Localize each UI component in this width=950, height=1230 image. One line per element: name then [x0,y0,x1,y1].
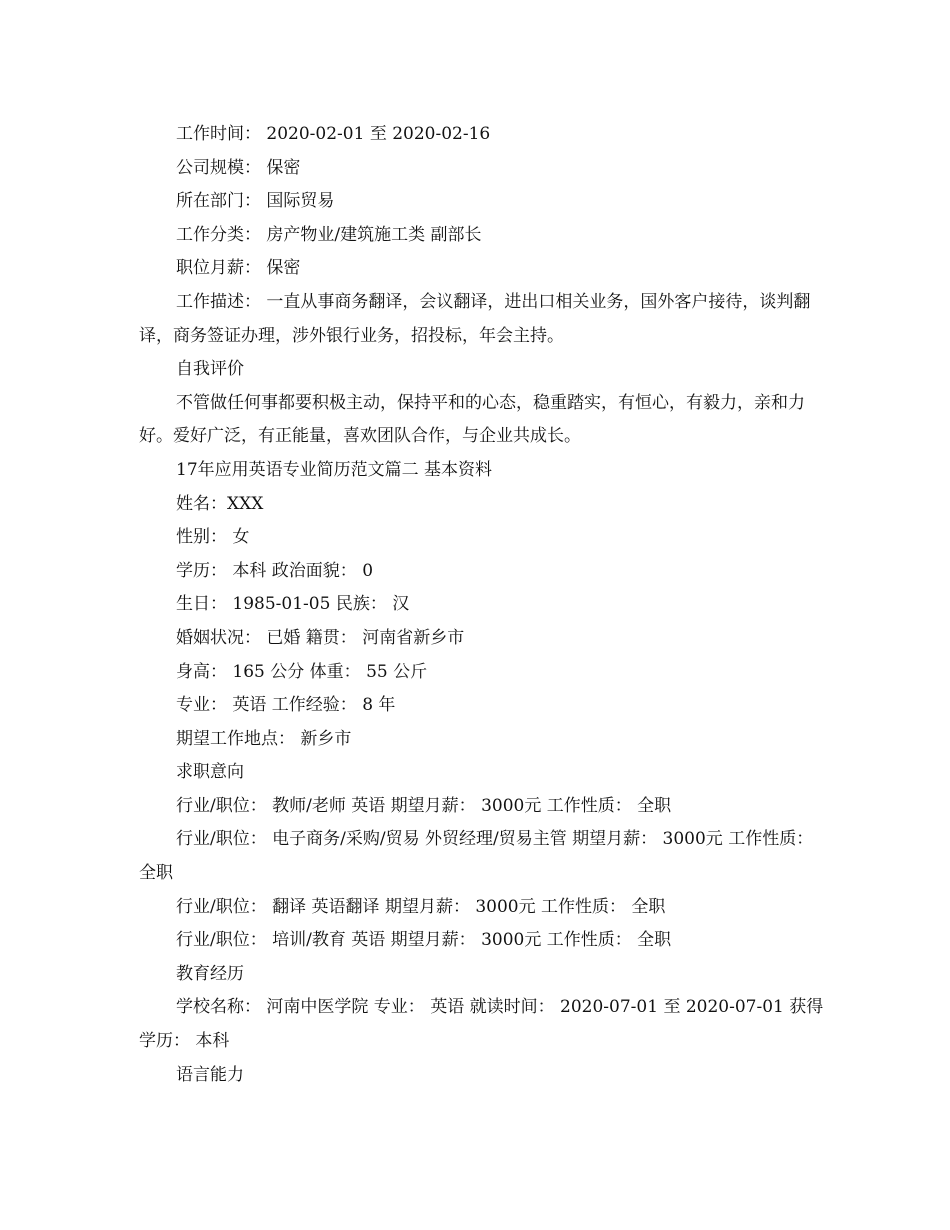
major-experience-line: 专业： 英语 工作经验： 8 年 [176,695,396,716]
height-weight-line: 身高： 165 公分 体重： 55 公斤 [176,661,428,682]
job-intention-item: 行业/职位： 电子商务/采购/贸易 外贸经理/贸易主管 期望月薪： 3000元 工作性质： 全职 [139,829,814,884]
self-evaluation-heading: 自我评价 [176,359,244,380]
birthday-ethnicity-line: 生日： 1985-01-05 民族： 汉 [176,594,410,615]
language-ability-heading: 语言能力 [176,1064,244,1085]
resume-sample-title-line: 17年应用英语专业简历范文篇二 基本资料 [176,459,493,480]
salary-line: 职位月薪： 保密 [176,258,301,279]
education-politics-line: 学历： 本科 政治面貌： 0 [176,560,374,581]
education-item: 学校名称： 河南中医学院 专业： 英语 就读时间： 2020-07-01 至 2020-07-01 获得学历： 本科 [139,997,824,1052]
job-intention-item: 行业/职位： 培训/教育 英语 期望月薪： 3000元 工作性质： 全职 [176,930,672,951]
work-description-paragraph: 工作描述： 一直从事商务翻译，会议翻译，进出口相关业务，国外客户接待，谈判翻译，商务签证办理，涉外银行业务，招投标，年会主持。 [139,291,811,346]
marital-hometown-line: 婚姻状况： 已婚 籍贯： 河南省新乡市 [176,627,465,648]
company-size-line: 公司规模： 保密 [176,157,301,178]
document-body [139,118,829,1092]
job-intention-item: 行业/职位： 教师/老师 英语 期望月薪： 3000元 工作性质： 全职 [176,795,672,816]
job-intention-item: 行业/职位： 翻译 英语翻译 期望月薪： 3000元 工作性质： 全职 [176,896,666,917]
job-intention-heading: 求职意向 [176,762,244,783]
name-line: 姓名：XXX [176,493,264,514]
expected-location-line: 期望工作地点： 新乡市 [176,728,352,749]
work-time-line: 工作时间： 2020-02-01 至 2020-02-16 [176,124,491,144]
work-category-line: 工作分类： 房产物业/建筑施工类 副部长 [176,224,482,245]
gender-line: 性别： 女 [176,527,250,548]
department-line: 所在部门： 国际贸易 [176,191,335,212]
education-heading: 教育经历 [176,963,244,984]
self-evaluation-paragraph: 不管做任何事都要积极主动，保持平和的心态，稳重踏实，有恒心，有毅力，亲和力好。爱好广泛，有正能量，喜欢团队合作，与企业共成长。 [139,392,805,447]
